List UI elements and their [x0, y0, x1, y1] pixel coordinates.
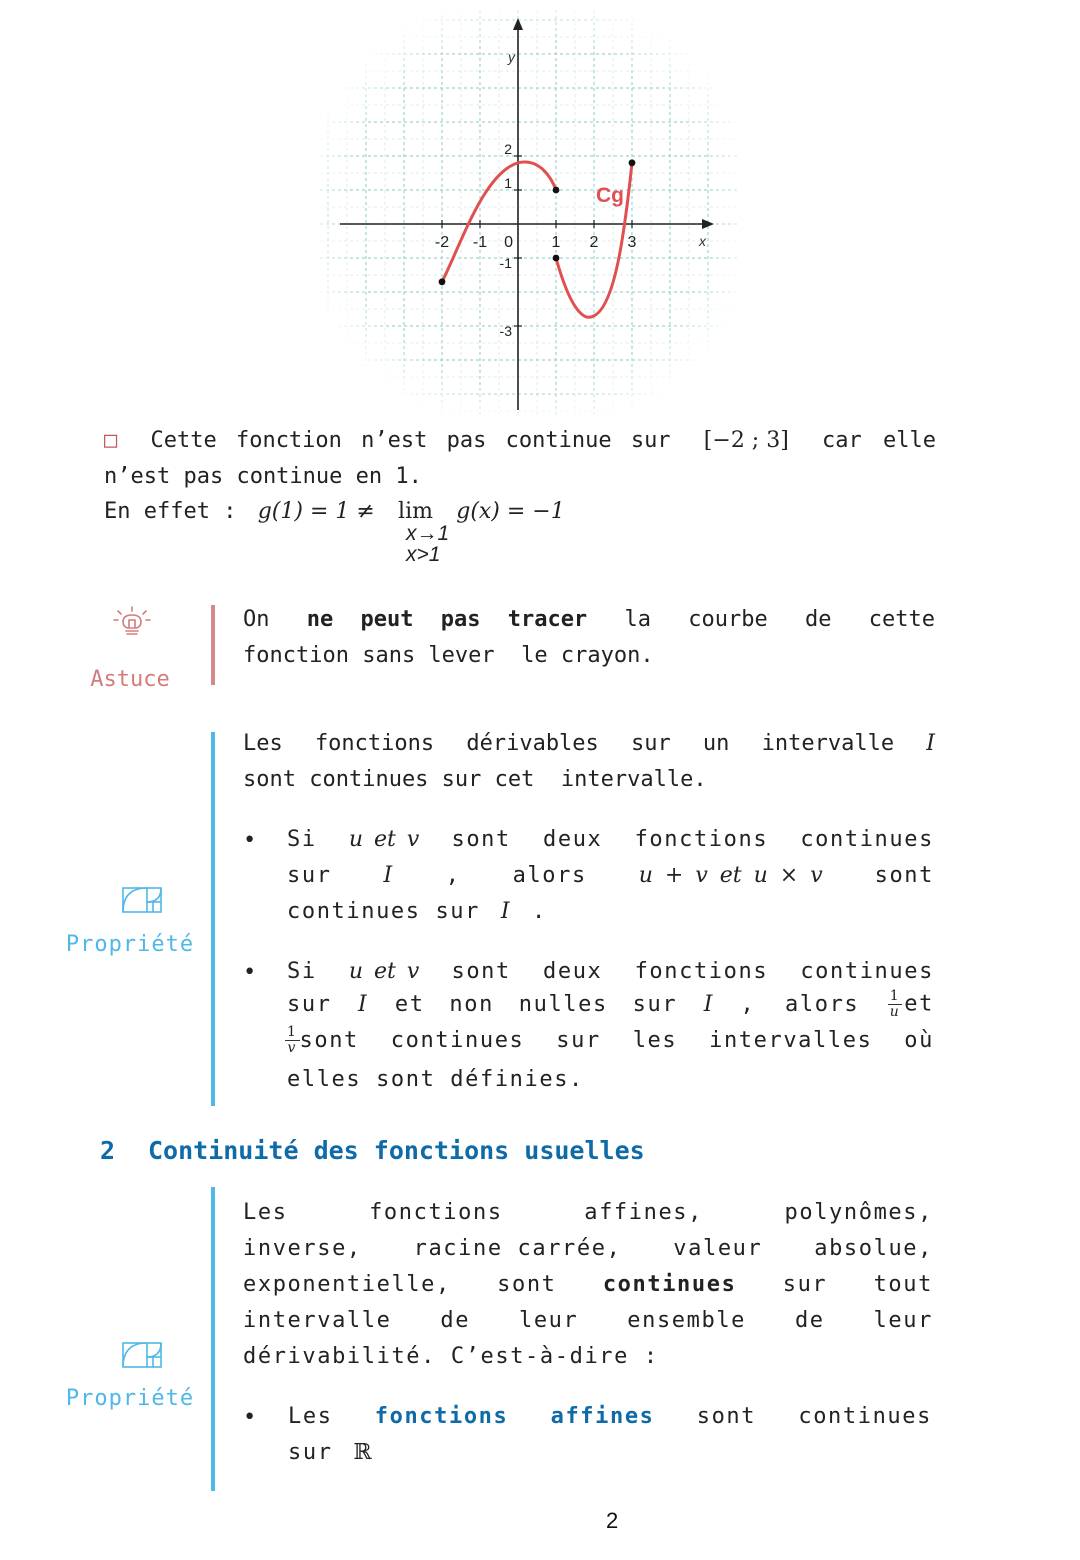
x-tick-label: -2: [434, 234, 450, 251]
prop2-line-1: Les fonctions affines, polynômes,: [243, 1200, 933, 1225]
propriete-bar-2: [211, 1187, 215, 1491]
x-tick-label: -1: [472, 234, 488, 251]
astuce-line-1: On ne peut pas tracer la courbe de cette: [243, 607, 935, 632]
astuce-bar: [211, 605, 215, 685]
lim-subscript-2: x>1: [406, 543, 441, 566]
endpoint-dot: [553, 255, 560, 262]
prop1-line-2: sont continues sur cet intervalle.: [243, 767, 707, 792]
prop1-b2-line-1: Si u et v sont deux fonctions continues: [287, 959, 934, 984]
prop2-b1-line-2: sur ℝ: [288, 1440, 374, 1465]
prop2-line-4: intervalle de leur ensemble de leur: [243, 1308, 933, 1333]
intro-math-lhs: g(1) = 1 ≠: [257, 499, 375, 524]
y-tick-label: 2: [504, 141, 512, 157]
propriete-label-2: Propriété: [65, 1386, 195, 1411]
bullet-2-marker: •: [243, 960, 257, 985]
intro-interval: [−2 ; 3]: [703, 428, 789, 453]
prop2-line-2: inverse, racine carrée, valeur absolue,: [243, 1236, 933, 1261]
section-title: Continuité des fonctions usuelles: [148, 1136, 645, 1165]
golden-ratio-icon: [121, 886, 163, 914]
y-tick-label: -3: [499, 323, 512, 339]
y-tick-label: -1: [499, 255, 512, 271]
intro-text-b: car elle: [822, 428, 936, 453]
prop1-b1-line-1: Si u et v sont deux fonctions continues: [287, 827, 934, 852]
y-tick-label: 1: [504, 175, 512, 191]
intro-en-effet: En effet :: [104, 499, 237, 524]
endpoint-dot: [439, 278, 446, 285]
prop1-b1-line-2: sur I , alors u + v et u × v sont: [287, 863, 934, 888]
astuce-line-2: fonction sans lever le crayon.: [243, 643, 654, 668]
golden-ratio-icon: [121, 1341, 163, 1369]
prop1-b2-line-3: $\frac{1}{v}$ sont continues sur les intervalles où: [287, 1023, 934, 1056]
y-axis-label: y: [508, 49, 515, 65]
prop1-b2-line-2: sur I et non nulles sur I , alors $\frac{1}{u}$ et: [287, 987, 934, 1020]
checkbox-icon: □: [104, 428, 118, 453]
prop2-line-3: exponentielle, sont continues sur tout: [243, 1272, 933, 1297]
x-tick-label: 0: [504, 234, 513, 251]
prop1-line-1: Les fonctions dérivables sur un intervalle I: [243, 731, 935, 756]
prop2-bullet-marker: •: [243, 1405, 257, 1430]
propriete-bar-1: [211, 732, 215, 1106]
bullet-1-marker: •: [243, 828, 257, 853]
function-graph: [320, 10, 740, 415]
intro-line-3: [104, 499, 565, 524]
prop2-b1-line-1: Les fonctions affines sont continues: [288, 1404, 932, 1429]
x-tick-label: 3: [627, 234, 637, 251]
astuce-bold-text: ne peut pas tracer: [306, 607, 588, 632]
prop1-b2-line-4: elles sont définies.: [287, 1067, 584, 1092]
bold-continues: continues: [602, 1272, 737, 1297]
x-tick-label: 1: [551, 234, 561, 251]
intro-lim: lim: [398, 499, 433, 524]
fraction-1-over-u: $\frac{1}{u}$: [889, 987, 901, 1020]
endpoint-dot: [629, 159, 636, 166]
astuce-label: Astuce: [90, 667, 170, 692]
page-number: 2: [606, 1508, 619, 1533]
prop2-line-5: dérivabilité. C’est-à-dire :: [243, 1344, 659, 1369]
intro-line-2: n’est pas continue en 1.: [104, 464, 422, 489]
intro-math-rhs: g(x) = −1: [456, 499, 565, 524]
endpoint-dot: [553, 187, 560, 194]
x-tick-label: 2: [589, 234, 599, 251]
intro-text-a: Cette fonction n’est pas continue sur: [150, 428, 671, 453]
curve-label: Cg: [596, 184, 624, 207]
lim-subscript-1: x→1: [406, 522, 450, 545]
fraction-1-over-v: $\frac{1}{v}$: [287, 1023, 298, 1056]
x-axis-label: x: [699, 233, 706, 249]
intro-line-1: [104, 428, 936, 453]
section-number: 2: [100, 1136, 116, 1165]
prop1-b1-line-3: continues sur I .: [287, 899, 547, 924]
lightbulb-icon: [110, 605, 154, 639]
propriete-label-1: Propriété: [65, 932, 195, 957]
